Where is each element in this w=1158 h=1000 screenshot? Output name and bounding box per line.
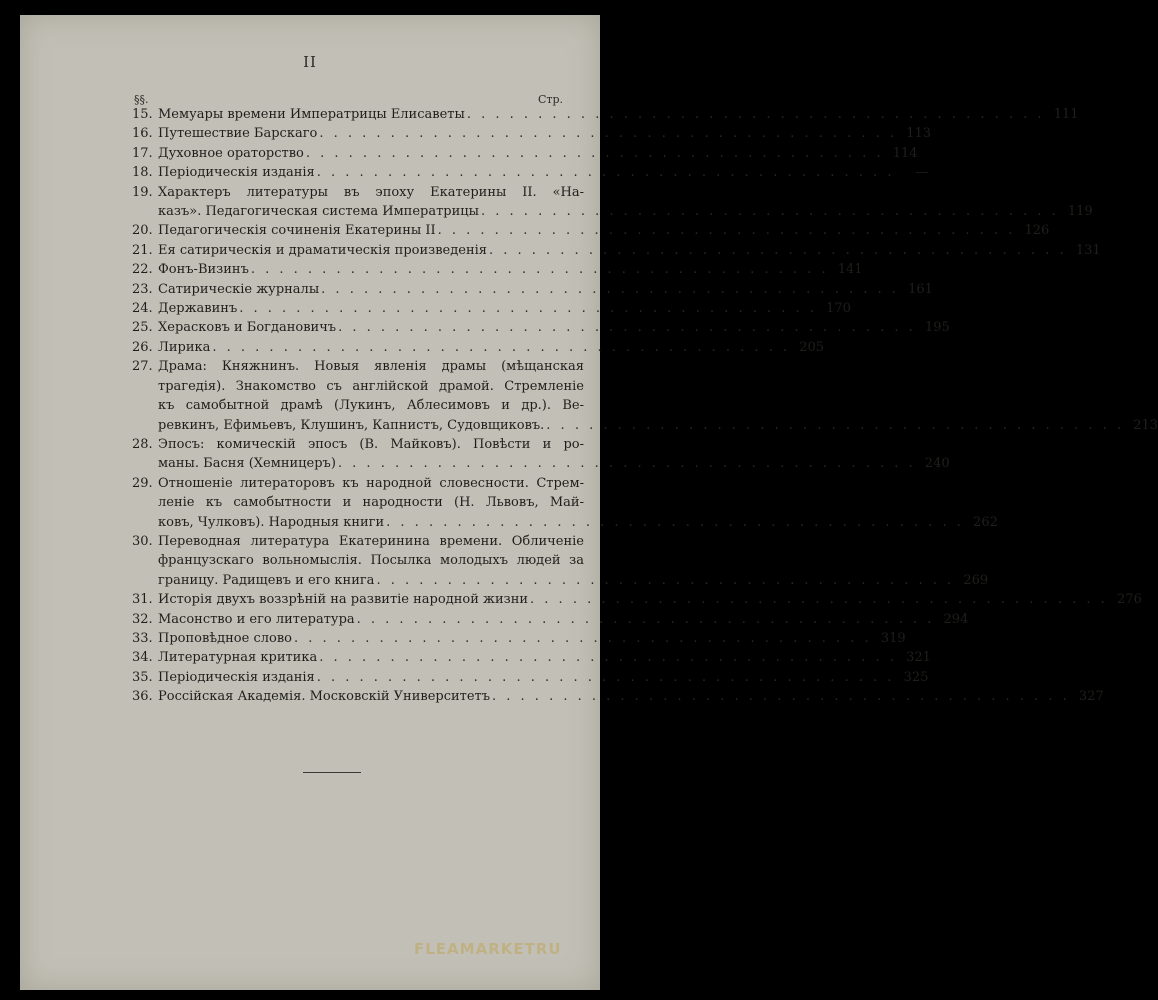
- entry-title-line: Характеръ литературы въ эпоху Екатерины II. «На-: [158, 184, 584, 200]
- entry-title-line: Проповѣдное слово: [158, 630, 292, 646]
- leader-dots: . . . . . . . . . . . . . . . . . . . . . . . . . . . . . . . . . . . . . . . . .: [250, 262, 829, 278]
- entry-page-number: 294: [943, 611, 969, 627]
- entry-title-line: Масонство и его литература: [158, 611, 355, 627]
- leader-dots: . . . . . . . . . . . . . . . . . . . . . . . . . . . . . . . . . . . . . . . . .: [386, 514, 964, 530]
- entry-page-number: 141: [837, 262, 863, 278]
- leader-dots: . . . . . . . . . . . . . . . . . . . . . . . . . . . . . . . . . . . . . . . . .: [212, 339, 791, 355]
- entry-number: 25.: [132, 320, 153, 336]
- toc-entry: [132, 435, 950, 474]
- entry-title-line: Педагогическія сочиненія Екатерины II: [158, 223, 436, 239]
- entry-title-line: Драма: Княжнинъ. Новыя явленія драмы (мѣщанская: [158, 359, 584, 375]
- entry-number: 33.: [132, 630, 153, 646]
- entry-number: 16.: [132, 126, 153, 142]
- entry-number: 27.: [132, 359, 153, 375]
- entry-number: 36.: [132, 689, 153, 705]
- toc-entry: [132, 629, 906, 648]
- entry-page-number: 205: [799, 339, 825, 355]
- leader-dots: . . . . . . . . . . . . . . . . . . . . . . . . . . . . . . . . . . . . . . . . .: [481, 204, 1059, 220]
- leader-dots: . . . . . . . . . . . . . . . . . . . . . . . . . . . . . . . . . . . . . . . . .: [437, 223, 1016, 239]
- entry-title-line: леніе къ самобытности и народности (Н. Львовъ, Май-: [158, 495, 584, 511]
- toc-entry: [132, 163, 929, 182]
- toc-entry: [132, 668, 929, 687]
- entry-page-number: 269: [963, 572, 989, 588]
- leader-dots: . . . . . . . . . . . . . . . . . . . . . . . . . . . . . . . . . . . . . . . . .: [319, 126, 898, 142]
- leader-dots: . . . . . . . . . . . . . . . . . . . . . . . . . . . . . . . . . . . . . . . . .: [530, 592, 1108, 608]
- entry-number: 30.: [132, 533, 153, 549]
- leader-dots: . . . . . . . . . . . . . . . . . . . . . . . . . . . . . . . . . . . . . . . . .: [546, 417, 1125, 433]
- toc-entry: [132, 610, 969, 629]
- entry-number: 15.: [132, 107, 153, 122]
- entry-number: 28.: [132, 436, 153, 452]
- entry-number: 35.: [132, 669, 153, 685]
- entry-number: 19.: [132, 184, 153, 200]
- entry-page-number: 319: [880, 630, 906, 646]
- entry-title-line: Державинъ: [158, 301, 238, 317]
- leader-dots: . . . . . . . . . . . . . . . . . . . . . . . . . . . . . . . . . . . . . . . . .: [337, 456, 916, 472]
- entry-number: 24.: [132, 301, 153, 317]
- entry-title-line: Періодическія изданія: [158, 669, 315, 685]
- entry-title-line: маны. Басня (Хемницеръ): [158, 456, 336, 472]
- entry-page-number: —: [915, 165, 929, 181]
- entry-page-number: 119: [1067, 204, 1093, 220]
- entry-page-number: 325: [903, 669, 929, 685]
- toc-entry: [132, 590, 1142, 609]
- entry-number: 22.: [132, 262, 153, 278]
- leader-dots: . . . . . . . . . . . . . . . . . . . . . . . . . . . . . . . . . . . . . . . . .: [316, 165, 895, 181]
- toc-entry: [132, 260, 863, 279]
- leader-dots: . . . . . . . . . . . . . . . . . . . . . . . . . . . . . . . . . . . . . . . . .: [466, 107, 1045, 122]
- leader-dots: . . . . . . . . . . . . . . . . . . . . . . . . . . . . . . . . . . . . . . . . .: [321, 281, 899, 297]
- leader-dots: . . . . . . . . . . . . . . . . . . . . . . . . . . . . . . . . . . . . . . . . .: [338, 320, 916, 336]
- toc-entry: [132, 299, 851, 318]
- leader-dots: . . . . . . . . . . . . . . . . . . . . . . . . . . . . . . . . . . . . . . . . .: [305, 145, 884, 161]
- entry-page-number: 195: [924, 320, 950, 336]
- entry-number: 29.: [132, 475, 153, 491]
- section-column-header: §§.: [134, 93, 149, 106]
- leader-dots: . . . . . . . . . . . . . . . . . . . . . . . . . . . . . . . . . . . . . . . . .: [316, 669, 895, 685]
- toc-entry: [132, 648, 931, 667]
- toc-entry: [132, 338, 825, 357]
- book-page: [20, 15, 1158, 990]
- entry-page-number: 161: [908, 281, 933, 297]
- entry-title-line: Россійская Академія. Московскій Университетъ: [158, 689, 491, 705]
- watermark: FLEAMARKETRU: [414, 940, 562, 958]
- entry-page-number: 213: [1133, 417, 1158, 433]
- toc-entry: [132, 280, 933, 299]
- entry-number: 18.: [132, 165, 153, 181]
- leader-dots: . . . . . . . . . . . . . . . . . . . . . . . . . . . . . . . . . . . . . . . . .: [319, 650, 897, 666]
- entry-number: 31.: [132, 592, 153, 608]
- entry-page-number: 126: [1024, 223, 1050, 239]
- entry-title-line: Періодическія изданія: [158, 165, 315, 181]
- entry-title-line: Сатирическіе журналы: [158, 281, 320, 297]
- entry-title-line: Переводная литература Екатерининa времени. Обличеніе: [158, 533, 584, 549]
- entry-number: 21.: [132, 242, 153, 258]
- entry-title-line: трагедія). Знакомство съ англійской драмой. Стремленіе: [158, 378, 584, 394]
- entry-page-number: 114: [892, 145, 918, 161]
- leader-dots: . . . . . . . . . . . . . . . . . . . . . . . . . . . . . . . . . . . . . . . . .: [376, 572, 955, 588]
- toc-entry: [132, 318, 950, 337]
- entry-number: 17.: [132, 145, 153, 161]
- entry-number: 34.: [132, 650, 153, 666]
- entry-page-number: 170: [826, 301, 851, 317]
- entry-title-line: ковъ, Чулковъ). Народныя книги: [158, 514, 385, 530]
- entry-page-number: 113: [906, 126, 932, 142]
- entry-title-line: Путешествие Барскаго: [158, 126, 318, 142]
- entry-page-number: 327: [1078, 689, 1104, 705]
- toc-entry: [132, 183, 1093, 222]
- entry-title-line: Ея сатирическія и драматическія произведенія: [158, 242, 487, 258]
- entry-page-number: 321: [906, 650, 931, 666]
- leader-dots: . . . . . . . . . . . . . . . . . . . . . . . . . . . . . . . . . . . . . . . . .: [492, 689, 1070, 705]
- toc-entry: [132, 357, 1158, 435]
- leader-dots: . . . . . . . . . . . . . . . . . . . . . . . . . . . . . . . . . . . . . . . . .: [356, 611, 935, 627]
- entry-page-number: 240: [924, 456, 950, 472]
- page-number: II: [303, 53, 317, 71]
- entry-page-number: 111: [1053, 107, 1079, 122]
- leader-dots: . . . . . . . . . . . . . . . . . . . . . . . . . . . . . . . . . . . . . . . . .: [293, 630, 872, 646]
- entry-title-line: ревкинъ, Ефимьевъ, Клушинъ, Капнистъ, Судовщиковъ.: [158, 417, 545, 433]
- entry-title-line: Эпосъ: комическій эпосъ (В. Майковъ). Повѣсти и ро-: [158, 436, 584, 452]
- entry-title-line: Лирика: [158, 339, 211, 355]
- entry-title-line: къ самобытной драмѣ (Лукинъ, Аблесимовъ и др.). Ве-: [158, 398, 584, 414]
- toc-entry: [132, 124, 932, 143]
- entry-page-number: 131: [1075, 242, 1101, 258]
- page-column-header: Стр.: [538, 93, 564, 106]
- entry-number: 23.: [132, 281, 153, 297]
- leader-dots: . . . . . . . . . . . . . . . . . . . . . . . . . . . . . . . . . . . . . . . . .: [488, 242, 1067, 258]
- entry-title-line: казъ». Педагогическая система Императрицы: [158, 204, 480, 220]
- entry-page-number: 262: [973, 514, 998, 530]
- entry-title-line: Исторія двухъ воззрѣній на развитіе народной жизни: [158, 592, 529, 608]
- entry-title-line: границу. Радищевъ и его книга: [158, 572, 375, 588]
- entry-title-line: Отношеніе литераторовъ къ народной словесности. Стрем-: [158, 475, 584, 491]
- toc-entry: [132, 105, 1079, 124]
- leader-dots: . . . . . . . . . . . . . . . . . . . . . . . . . . . . . . . . . . . . . . . . .: [239, 301, 817, 317]
- entry-title-line: Фонъ-Визинъ: [158, 262, 249, 278]
- entry-number: 32.: [132, 611, 153, 627]
- entry-title-line: Херасковъ и Богдановичъ: [158, 320, 337, 336]
- entry-title-line: Духовное ораторство: [158, 145, 304, 161]
- toc-entry: [132, 687, 1104, 706]
- toc-entry: [132, 221, 1050, 240]
- entry-title-line: Мемуары времени Императрицы Елисаветы: [158, 107, 465, 122]
- toc-entry: [132, 144, 918, 163]
- entry-number: 20.: [132, 223, 153, 239]
- entry-number: 26.: [132, 339, 153, 355]
- toc-entry: [132, 474, 998, 532]
- end-rule: [303, 772, 361, 773]
- table-of-contents: [132, 105, 1158, 707]
- toc-entry: [132, 532, 989, 590]
- entry-page-number: 276: [1116, 592, 1142, 608]
- entry-title-line: французскаго вольномыслія. Посылка молодыхъ людей за: [158, 553, 584, 569]
- toc-entry: [132, 241, 1101, 260]
- entry-title-line: Литературная критика: [158, 650, 318, 666]
